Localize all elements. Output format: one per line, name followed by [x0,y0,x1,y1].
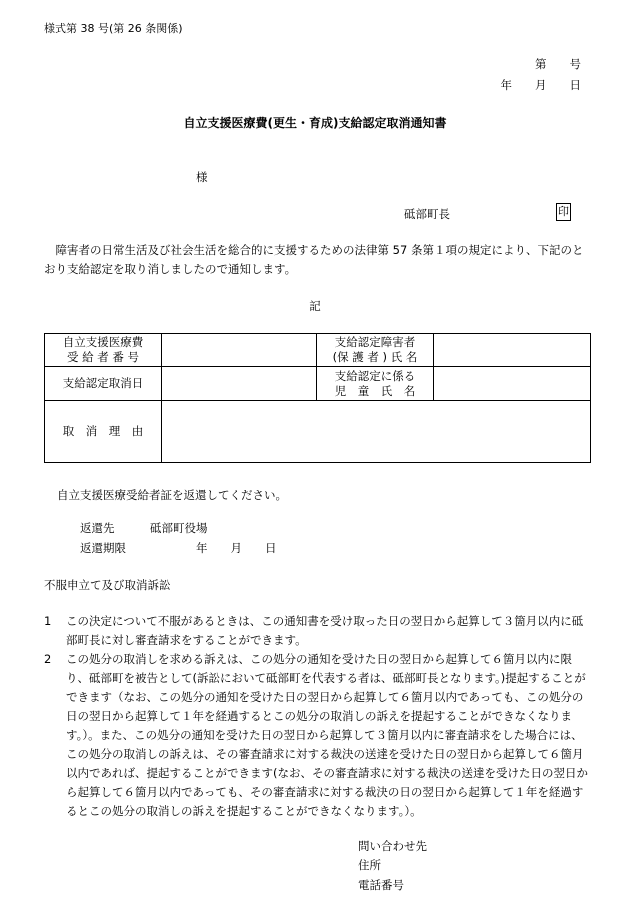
recipient-number-label [45,334,162,367]
label-line: 支給認定障害者 [334,335,416,349]
form-number: 様式第 38 号(第 26 条関係) [44,22,183,35]
list-item [44,650,590,821]
objection-notes [44,612,590,821]
cancellation-date-label: 支給認定取消日 [45,367,162,401]
list-item [44,612,590,650]
return-deadline-label: 返還期限 [80,541,126,555]
notice-body: 障害者の日常生活及び社会生活を総合的に支援するための法律第 57 条第１項の規定により、下記のとおり支給認定を取り消しましたので通知します。 [44,243,584,276]
cancellation-reason-field[interactable] [162,401,591,463]
table-row [45,401,591,463]
ki-heading: 記 [309,299,321,313]
recipient-info-table [44,333,591,463]
label-line: 受 給 者 番 号 [66,350,140,364]
contact-heading: 問い合わせ先 [358,839,427,853]
return-to-value: 砥部町役場 [150,521,208,535]
recipient-number-field[interactable] [162,334,317,367]
certified-person-name-label [317,334,434,367]
sender-name: 砥部町長 [404,207,450,221]
seal-mark: 印 [556,203,571,221]
note-text: この処分の取消しを求める訴えは、この処分の通知を受けた日の翌日から起算して６箇月以内に限り、砥部町を被告として(訴訟において砥部町を代表する者は、砥部町長となります。)提起することができます（なお、この処分の通知を受けた日の翌日から起算して６箇月以内であっても、この処分の日の翌日から起算して１年を経過するとこの処分の取消しの訴えを提起することができなくなります。）。また、この処分の通知を受けた日の翌日から起算して３箇月以内に審査請求をした場合には、この処分の取消しの訴えは、その審査請求に対する裁決の送達を受けた日の翌日から起算して６箇月以内であれば、提起することができます(なお、その審査請求に対する裁決の送達を受けた日の翌日から起算して６箇月以内であっても、その審査請求に対する裁決の日の翌日から起算して１年を経過するとこの処分の取消しの訴えを提起することができなくなります。）。 [66,652,588,818]
objection-heading: 不服申立て及び取消訴訟 [44,578,171,592]
label-line: 自立支援医療費 [62,335,144,349]
return-deadline-value: 年 月 日 [196,541,277,555]
document-title: 自立支援医療費(更生・育成)支給認定取消通知書 [183,116,447,130]
return-instruction: 自立支援医療受給者証を返還してください。 [57,488,287,502]
return-to-label: 返還先 [80,521,115,535]
cancellation-date-field[interactable] [162,367,317,401]
cancellation-reason-label: 取 消 理 由 [45,401,162,463]
table-row [45,334,591,367]
document-number: 第 号 [535,57,581,71]
child-name-label [317,367,434,401]
contact-phone-label: 電話番号 [358,878,404,892]
child-name-field[interactable] [434,367,591,401]
note-text: この決定について不服があるときは、この通知書を受け取った日の翌日から起算して３箇月以内に砥部町長に対し審査請求をすることができます。 [66,614,584,647]
contact-address-label: 住所 [358,858,381,872]
note-number: 2 [44,652,52,666]
label-line: 支給認定に係る [334,368,416,383]
addressee-suffix: 様 [196,170,208,184]
label-line: 児 童 氏 名 [334,383,416,398]
certified-person-name-field[interactable] [434,334,591,367]
label-line: (保 護 者 ) 氏 名 [332,350,418,364]
note-number: 1 [44,614,52,628]
issue-date: 年 月 日 [500,78,581,92]
table-row [45,367,591,401]
